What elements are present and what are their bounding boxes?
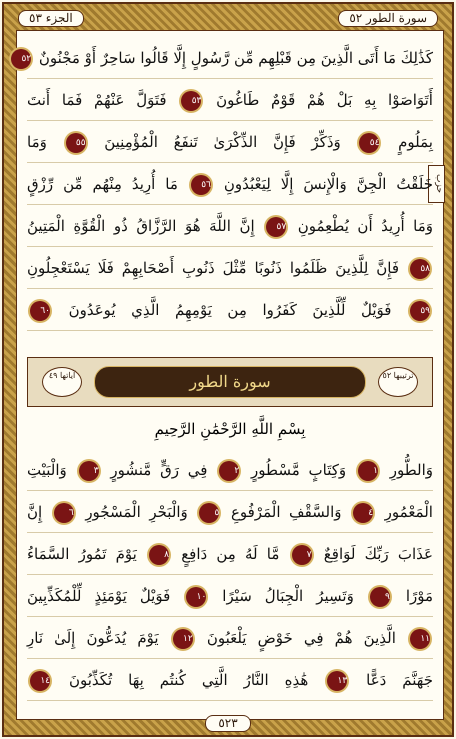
ayah-marker: ١٢ <box>173 629 193 649</box>
verse-text: مَوْرًا <box>405 587 434 605</box>
ayah-marker: ٥٥ <box>66 133 86 153</box>
ayah-count-cap: آياتها ٤٩ <box>42 367 82 397</box>
verse-text: إِنَّ اللَّهَ هُوَ الرَّزَّاقُ ذُو الْقُوَّةِ الْمَتِينُ <box>27 217 255 235</box>
juz-label: الجزء ٥٣ <box>18 10 84 27</box>
surah-title: سورة الطور <box>94 366 366 398</box>
verse-text: عَذَابَ رَبِّكَ لَوَاقِعٌ <box>323 545 433 563</box>
ayah-marker: ٦ <box>54 503 74 523</box>
line-separator <box>27 574 433 575</box>
line-separator <box>27 246 433 247</box>
surah-banner <box>27 357 433 407</box>
verse-line <box>27 123 433 161</box>
surah-order-cap: ترتيبها ٥٢ <box>378 367 418 397</box>
ayah-marker: ٤ <box>353 503 373 523</box>
verse-text: وَكِتَابٍ مَّسْطُورٍ <box>251 461 347 479</box>
line-separator <box>27 78 433 79</box>
page-frame <box>2 2 454 737</box>
verse-text: وَالْبَيْتِ <box>27 461 67 479</box>
verse-text: وَذَكِّرْ فَإِنَّ الذِّكْرَىٰ تَنفَعُ الْمُؤْمِنِينَ <box>104 133 341 151</box>
line-separator <box>27 162 433 163</box>
verse-text: أَتَوَاصَوْا بِهِ بَلْ هُمْ قَوْمٌ طَاغُونَ <box>216 91 433 109</box>
page-number: ٥٢٣ <box>205 715 250 732</box>
verse-text: فَوَيْلٌ يَوْمَئِذٍ لِّلْمُكَذِّبِينَ <box>27 587 171 605</box>
verse-text: وَالْبَحْرِ الْمَسْجُورِ <box>85 503 188 521</box>
ayah-marker: ٥٦ <box>191 175 211 195</box>
verse-text: إِنَّ <box>27 503 43 521</box>
verse-text: فَإِنَّ لِلَّذِينَ ظَلَمُوا ذَنُوبًا مِّثْلَ ذَنُوبِ أَصْحَابِهِمْ فَلَا يَسْتَعْجِلُونِ <box>27 259 400 277</box>
verse-text: فَوَيْلٌ لِّلَّذِينَ كَفَرُوا مِن يَوْمِهِمُ الَّذِي يُوعَدُونَ <box>68 301 392 319</box>
line-separator <box>27 288 433 289</box>
ayah-marker: ٥٣ <box>181 91 201 111</box>
page-header <box>18 9 438 27</box>
verse-line <box>21 39 433 77</box>
ayah-marker: ١ <box>358 461 378 481</box>
verse-text: كَذَٰلِكَ مَا أَتَى الَّذِينَ مِن قَبْلِهِم مِّن رَّسُولٍ إِلَّا قَالُوا سَاحِرٌ أَوْ مَجْنُونٌ <box>38 49 433 67</box>
verse-line <box>27 577 433 615</box>
verse-text: وَتَسِيرُ الْجِبَالُ سَيْرًا <box>222 587 354 605</box>
line-separator <box>27 120 433 121</box>
ayah-marker: ٩ <box>370 587 390 607</box>
line-separator <box>27 616 433 617</box>
verse-text: وَمَا أُرِيدُ أَن يُطْعِمُونِ <box>297 217 433 235</box>
line-separator <box>27 700 433 701</box>
ayah-marker: ٥٧ <box>266 217 286 237</box>
ayah-marker: ٨ <box>149 545 169 565</box>
verse-text: مَّا لَهُ مِن دَافِعٍ <box>181 545 280 563</box>
verse-text: فَتَوَلَّ عَنْهُمْ فَمَا أَنتَ <box>27 91 167 109</box>
line-separator <box>27 204 433 205</box>
verse-line <box>27 249 433 287</box>
ayah-marker: ١٣ <box>327 671 347 691</box>
verse-line <box>27 493 433 531</box>
ayah-marker: ١٤ <box>30 671 50 691</box>
text-panel <box>16 30 444 720</box>
verse-text: الَّذِينَ هُمْ فِي خَوْضٍ يَلْعَبُونَ <box>206 629 396 647</box>
line-separator <box>27 658 433 659</box>
ayah-marker: ٦٠ <box>30 301 50 321</box>
verse-line <box>27 165 433 203</box>
verse-line <box>27 535 433 573</box>
verse-text: خَلَقْتُ الْجِنَّ وَالْإِنسَ إِلَّا لِيَعْبُدُونِ <box>223 175 433 193</box>
verse-text: وَالسَّقْفِ الْمَرْفُوعِ <box>230 503 342 521</box>
verse-text: بِمَلُومٍ <box>398 133 433 151</box>
verse-text: وَالطُّورِ <box>389 461 433 479</box>
verse-line <box>27 207 433 245</box>
verse-line <box>27 451 433 489</box>
verse-text: يَوْمَ يُدَعُّونَ إِلَىٰ نَارِ <box>27 629 159 647</box>
verse-text: جَهَنَّمَ دَعًّا <box>366 671 433 689</box>
verse-text: هَٰذِهِ النَّارُ الَّتِي كُنتُم بِهَا تُكَذِّبُونَ <box>68 671 309 689</box>
verse-line <box>27 291 433 329</box>
ayah-marker: ٢ <box>219 461 239 481</box>
line-separator <box>27 330 433 331</box>
ayah-marker: ٥ <box>199 503 219 523</box>
verse-line <box>27 81 433 119</box>
ayah-marker: ٥٨ <box>410 259 430 279</box>
verse-text: وَمَا <box>27 133 47 151</box>
verse-line <box>27 619 433 657</box>
ayah-marker: ٥٢ <box>11 49 31 69</box>
hizb-tab: حزب <box>428 165 445 203</box>
ayah-marker: ١١ <box>410 629 430 649</box>
line-separator <box>27 490 433 491</box>
verse-text: يَوْمَ تَمُورُ السَّمَاءُ <box>27 545 137 563</box>
ayah-marker: ٥٤ <box>359 133 379 153</box>
verse-text: مَا أُرِيدُ مِنْهُم مِّن رِّزْقٍ <box>27 175 178 193</box>
page-footer <box>4 715 452 732</box>
surah-label: سورة الطور ٥٢ <box>338 10 438 27</box>
verse-text: الْمَعْمُورِ <box>384 503 433 521</box>
verse-line <box>27 661 433 699</box>
ayah-marker: ٧ <box>292 545 312 565</box>
verse-text: فِي رَقٍّ مَّنشُورٍ <box>110 461 208 479</box>
basmala: بِسْمِ اللَّهِ الرَّحْمَٰنِ الرَّحِيمِ <box>154 420 306 438</box>
line-separator <box>27 532 433 533</box>
ayah-marker: ٥٩ <box>410 301 430 321</box>
ayah-marker: ١٠ <box>186 587 206 607</box>
ayah-marker: ٣ <box>79 461 99 481</box>
